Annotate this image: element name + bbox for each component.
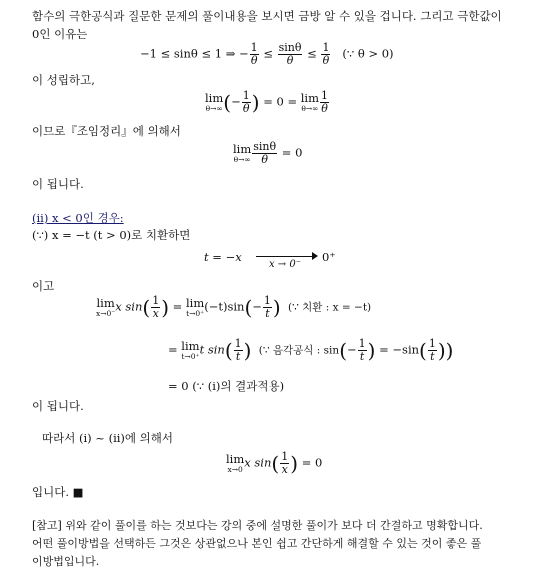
result-zero-line: = 0 (∵ (i)의 결과적용) [168,379,285,393]
minus-sign: − [252,299,262,314]
lim-word: lim [181,339,200,353]
equals-sign: = [172,299,183,314]
frac-num: 1 [428,337,436,350]
lim-word: lim [185,296,205,310]
limit-negative-side-equation: lim x→0⁻ x sin( $\frac{1}{x}$ ) = lim t→0⁺ (−t)sin(− $\frac{1}{t}$ ) (∵ 치환 : x = −t) [96,294,372,320]
frac-den: θ [286,54,294,67]
limit-equation-bounds: lim θ→∞ (− $\frac{1}{\theta}$ ) = 0 = lim θ→∞ $\frac{1}{\theta}$ [205,89,329,115]
fraction [320,90,329,115]
fraction [428,338,437,363]
case-ii-substitution: (∵) x = −t (t > 0)로 치환하면 [32,228,191,242]
frac-den: t [235,350,241,363]
lim-sub: θ→∞ [233,155,251,164]
frac-den: t [430,350,435,363]
frac-num: 1 [358,337,366,350]
fraction [242,90,251,115]
frac-num: sinθ [253,140,277,153]
frac-num: 1 [322,41,330,54]
arrow-label: x → 0⁻ [268,259,302,270]
frac-num: sinθ [278,41,302,54]
frac-den: x [281,463,288,476]
text-established: 이 성립하고, [32,73,95,87]
lim-word: lim [300,91,320,105]
le-sign: ≤ [263,46,273,61]
fraction [151,295,160,320]
equals-zero: = 0 = [263,94,298,109]
expr: t sin [199,342,225,357]
minus-sign: − [347,342,357,357]
limit-operator [226,453,244,474]
fraction [321,42,330,67]
lim-sub: t→0⁺ [186,309,205,318]
fraction [252,141,277,166]
arrowhead-icon [312,252,318,260]
expr: x sin [244,455,272,470]
fraction [280,451,289,476]
limit-operator [233,143,251,164]
reference-line2: 어떤 풀이방법을 선택하든 그것은 상관없으나 본인 쉽고 간단하게 해결할 수 있는 것이 좋은 풀 [32,537,482,550]
arrow-line [256,256,314,257]
eq1-left: −1 ≤ sinθ ≤ 1 ⇒ − [140,46,249,61]
odd-function-rhs: = −sin [379,342,420,357]
frac-num: 1 [281,450,289,463]
paragraph-intro-line1: 함수의 극한공식과 질문한 문제의 풀이내용을 보시면 금방 알 수 있을 겁니다. 그리고 극한값이 [32,9,502,23]
limit-sin-over-theta [233,141,302,166]
lim-word: lim [226,452,245,466]
frac-den: θ [321,102,328,115]
reference-line1: [참고] 위와 같이 풀이를 하는 것보다는 강의 중에 설명한 풀이가 보다 더 간결하고 명확합니다. [32,519,483,532]
lim-sub: θ→∞ [205,104,223,113]
paragraph-intro-line2: 0인 이유는 [32,27,88,41]
eq4-left: t = −x [204,250,242,264]
frac-den: t [265,307,270,320]
lim-sub: x→0⁻ [96,309,116,318]
substitution-arrow-equation [204,250,242,264]
limit-odd-function-step: = lim t→0⁺ t sin( $\frac{1}{t}$ ) (∵ 음각공식 : sin(− $\frac{1}{t}$ ) = −sin( $\frac{1}{t}$ )) [168,337,454,363]
limit-operator [96,297,115,318]
text-therefore: 따라서 (i) ~ (ii)에 의해서 [42,431,174,445]
final-limit-equation: lim x→0 x sin( $\frac{1}{x}$ ) = 0 [226,450,323,476]
case-ii-header: (ii) x < 0인 경우: [32,211,124,225]
equals-zero: = 0 [281,145,303,160]
frac-num: 1 [152,294,160,307]
text-end: 입니다. ■ [32,485,84,499]
limit-operator [186,297,204,318]
equals-zero: = 0 [301,455,323,470]
limit-arrow [256,256,314,270]
limit-operator [301,92,319,113]
inequality-equation [140,42,394,67]
le-sign: ≤ [307,46,317,61]
reference-line3: 이방법입니다. [32,555,100,568]
close-paren: ) [445,338,454,363]
fraction [234,338,243,363]
text-and: 이고 [32,279,55,293]
eq4-right: 0⁺ [322,250,336,264]
minus-sign: − [231,94,241,109]
frac-den: t [359,350,365,363]
eq1-condition: (∵ θ > 0) [342,46,394,61]
lim-sub: x→0 [227,465,243,474]
frac-den: θ [242,102,250,115]
substitution-note: (∵ 치환 : x = −t) [288,301,372,314]
odd-function-note: (∵ 음각공식 : sin [258,344,340,357]
frac-den: θ [322,54,330,67]
lim-word: lim [233,142,252,156]
expr: x sin [115,299,143,314]
text-squeeze-theorem: 이므로『조임정리』에 의해서 [32,124,181,138]
text-becomes-2: 이 됩니다. [32,399,84,413]
lim-word: lim [96,296,115,310]
lim-sub: θ→∞ [301,104,319,113]
fraction [250,42,259,67]
lim-sub: t→0⁺ [181,352,200,361]
frac-den: θ [250,54,258,67]
fraction [263,295,272,320]
frac-num: 1 [250,41,258,54]
frac-num: 1 [321,89,329,102]
fraction [358,338,367,363]
frac-num: 1 [263,294,271,307]
equals-sign: = [168,342,178,357]
frac-den: θ [261,153,269,166]
frac-num: 1 [242,89,250,102]
limit-operator [205,92,223,113]
text-becomes: 이 됩니다. [32,177,84,191]
lim-word: lim [205,91,224,105]
limit-operator [181,340,199,361]
frac-num: 1 [234,337,242,350]
frac-den: x [152,307,159,320]
expr: (−t)sin [204,299,245,314]
fraction [278,42,303,67]
